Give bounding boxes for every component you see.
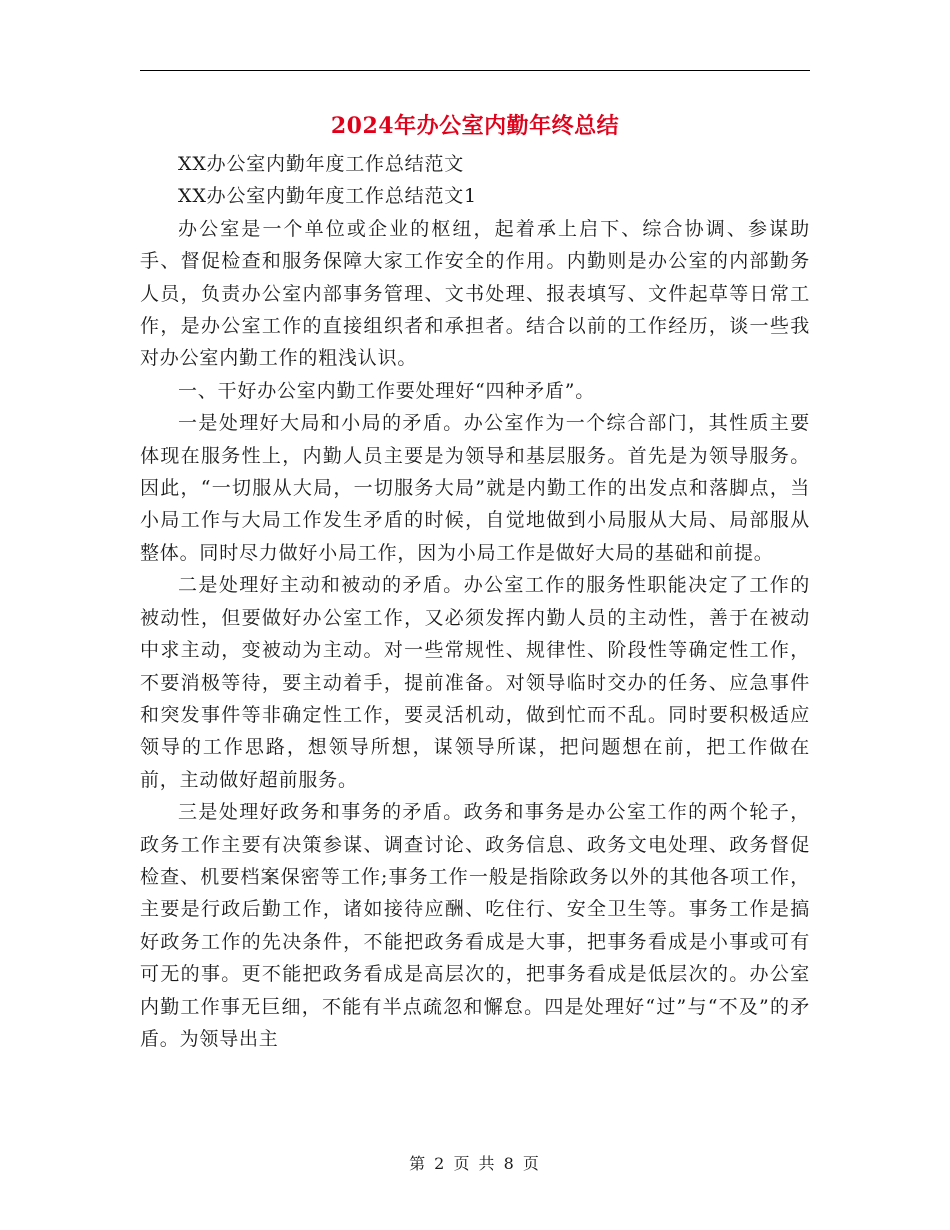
paragraph-point-3: 三是处理好政务和事务的矛盾。政务和事务是办公室工作的两个轮子，政务工作主要有决策参谋、调查讨论、政务信息、政务文电处理、政务督促检查、机要档案保密等工作;事务工作一般是指除政务以外的其他各项工作，主要是行政后勤工作，诸如接待应酬、吃住行、安全卫生等。事务工作是搞好政务工作的先决条件，不能把政务看成是大事，把事务看成是小事或可有可无的事。更不能把政务看成是高层次的，把事务看成是低层次的。办公室内勤工作事无巨细，不能有半点疏忽和懈怠。四是处理好“过”与“不及”的矛盾。为领导出主 [140,801,810,1050]
page-number: 第 2 页 共 8 页 [409,1154,541,1173]
paragraph-point-2: 二是处理好主动和被动的矛盾。办公室工作的服务性职能决定了工作的被动性，但要做好办公室工作，又必须发挥内勤人员的主动性，善于在被动中求主动，变被动为主动。对一些常规性、规律性、阶段性等确定性工作，不要消极等待，要主动着手，提前准备。对领导临时交办的任务、应急事件和突发事件等非确定性工作，要灵活机动，做到忙而不乱。同时要积极适应领导的工作思路，想领导所想，谋领导所谋，把问题想在前，把工作做在前，主动做好超前服务。 [140,574,810,791]
document-body [140,148,810,1055]
paragraph-point-1: 一是处理好大局和小局的矛盾。办公室作为一个综合部门，其性质主要体现在服务性上，内勤人员主要是为领导和基层服务。首先是为领导服务。因此，“一切服从大局，一切服务大局”就是内勤工作的出发点和落脚点，当小局工作与大局工作发生矛盾的时候，自觉地做到小局服从大局、局部服从整体。同时尽力做好小局工作，因为小局工作是做好大局的基础和前提。 [140,412,810,564]
paragraph-section-heading: 一、干好办公室内勤工作要处理好“四种矛盾”。 [178,379,596,402]
document-title: 2024年办公室内勤年终总结 [330,113,620,139]
paragraph-subtitle: XX办公室内勤年度工作总结范文 [178,153,465,175]
paragraph-intro: 办公室是一个单位或企业的枢纽，起着承上启下、综合协调、参谋助手、督促检查和服务保障大家工作安全的作用。内勤则是办公室的内部勤务人员，负责办公室内部事务管理、文书处理、报表填写、文件起草等日常工作，是办公室工作的直接组织者和承担者。结合以前的工作经历，谈一些我对办公室内勤工作的粗浅认识。 [140,217,810,370]
paragraph-subtitle-1: XX办公室内勤年度工作总结范文1 [178,185,477,208]
header-rule [140,70,810,71]
